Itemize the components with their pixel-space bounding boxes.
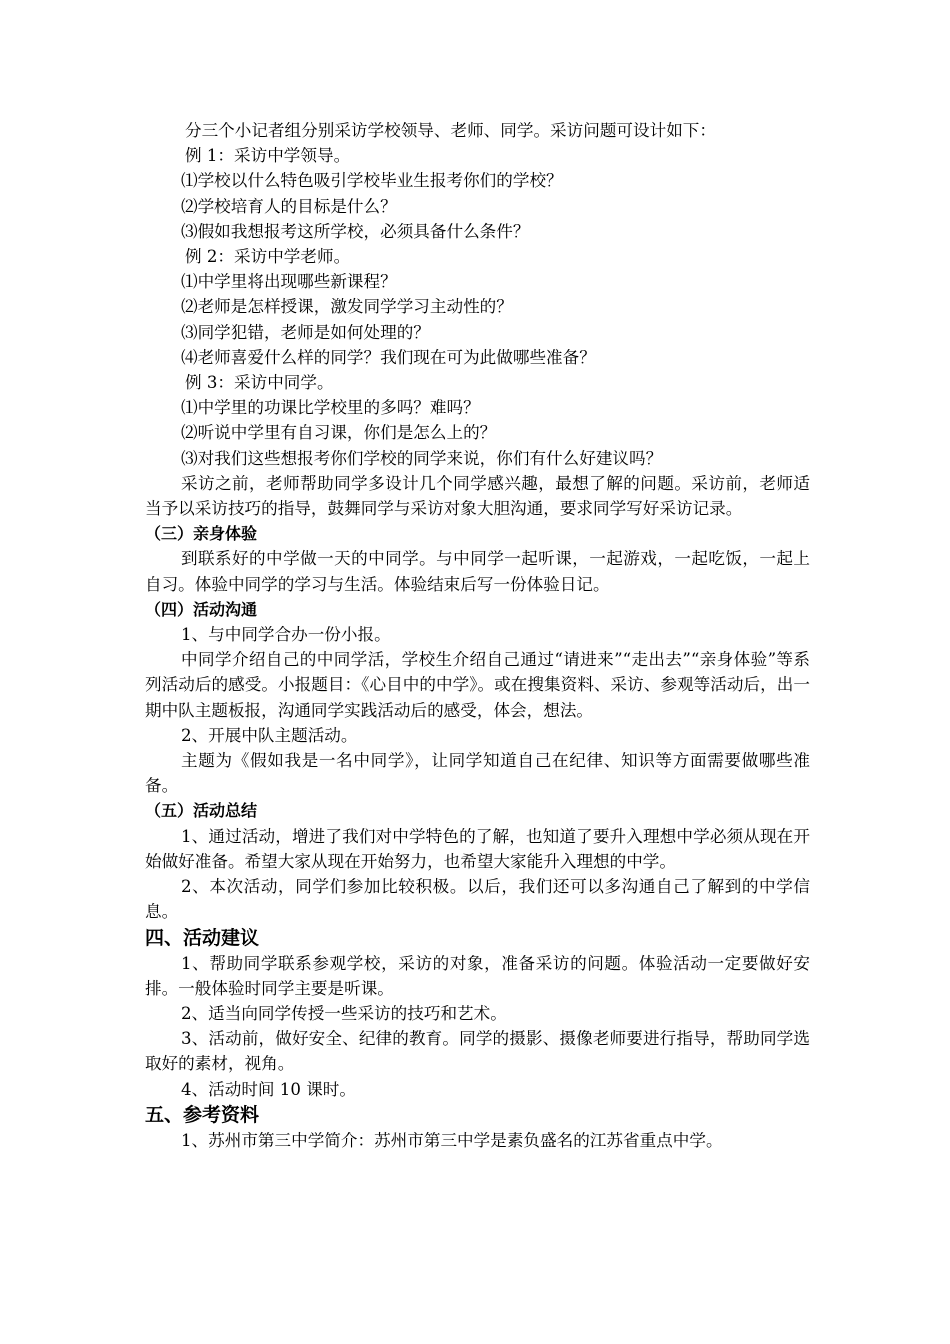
document-page bbox=[145, 118, 810, 1153]
interview-paragraph: 采访之前，老师帮助同学多设计几个同学感兴趣，最想了解的问题。采访前，老师适当予以采访技巧的指导，鼓舞同学与采访对象大胆沟通，要求同学写好采访记录。 bbox=[145, 473, 810, 519]
question-line: ⑷老师喜爱什么样的同学？我们现在可为此做哪些准备？ bbox=[181, 347, 596, 367]
paragraph: 2、开展中队主题活动。 bbox=[181, 725, 358, 745]
section-heading: 四、活动建议 bbox=[145, 926, 260, 949]
question-line: ⑶假如我想报考这所学校，必须具备什么条件？ bbox=[181, 221, 530, 241]
experience-paragraph: 到联系好的中学做一天的中同学。与中同学一起听课，一起游戏，一起吃饭，一起上自习。体验中同学的学习与生活。体验结束后写一份体验日记。 bbox=[145, 549, 810, 594]
question-line: ⑴中学里将出现哪些新课程？ bbox=[181, 272, 397, 292]
paragraph: 1、帮助同学联系参观学校，采访的对象，准备采访的问题。体验活动一定要做好安排。一般体验时同学主要是听课。 bbox=[145, 953, 810, 998]
question-line: ⑵听说中学里有自习课，你们是怎么上的？ bbox=[181, 423, 497, 443]
paragraph: 1、苏州市第三中学简介：苏州市第三中学是素负盛名的江苏省重点中学。 bbox=[181, 1130, 723, 1150]
subsection-heading: （四）活动沟通 bbox=[145, 599, 258, 619]
example-heading: 例 1：采访中学领导。 bbox=[185, 146, 351, 166]
intro-line: 分三个小记者组分别采访学校领导、老师、同学。采访问题可设计如下： bbox=[185, 121, 716, 140]
example-heading: 例 2：采访中学老师。 bbox=[185, 247, 351, 267]
paragraph: 1、与中同学合办一份小报。 bbox=[181, 625, 391, 645]
paragraph: 中同学介绍自己的中同学活，学校生介绍自己通过“请进来”“走出去”“亲身体验”等系列活动后的感受。小报题目：《心目中的中学》。或在搜集资料、采访、参观等活动后，出一期中队主题板报，沟通同学实践活动后的感受，体会，想法。 bbox=[145, 650, 810, 720]
example-heading: 例 3：采访中同学。 bbox=[185, 373, 334, 393]
subsection-heading: （三）亲身体验 bbox=[145, 524, 258, 544]
question-line: ⑵老师是怎样授课，激发同学学习主动性的？ bbox=[181, 297, 513, 317]
question-line: ⑴学校以什么特色吸引学校毕业生报考你们的学校？ bbox=[181, 171, 563, 191]
question-line: ⑶同学犯错，老师是如何处理的？ bbox=[181, 322, 430, 342]
paragraph: 2、适当向同学传授一些采访的技巧和艺术。 bbox=[181, 1003, 507, 1023]
question-line: ⑶对我们这些想报考你们学校的同学来说，你们有什么好建议吗？ bbox=[181, 448, 663, 468]
paragraph: 1、通过活动，增进了我们对中学特色的了解，也知道了要升入理想中学必须从现在开始做好准备。希望大家从现在开始努力，也希望大家能升入理想的中学。 bbox=[145, 826, 810, 871]
subsection-heading: （五）活动总结 bbox=[145, 801, 258, 821]
paragraph: 2、本次活动，同学们参加比较积极。以后，我们还可以多沟通自己了解到的中学信息。 bbox=[145, 877, 810, 922]
paragraph: 3、活动前，做好安全、纪律的教育。同学的摄影、摄像老师要进行指导，帮助同学选取好的素材，视角。 bbox=[145, 1029, 810, 1074]
question-line: ⑵学校培育人的目标是什么？ bbox=[181, 196, 397, 216]
section-heading: 五、参考资料 bbox=[145, 1103, 260, 1126]
question-line: ⑴中学里的功课比学校里的多吗？难吗？ bbox=[181, 398, 480, 418]
paragraph: 4、活动时间 10 课时。 bbox=[181, 1079, 356, 1099]
paragraph: 主题为《假如我是一名中同学》，让同学知道自己在纪律、知识等方面需要做哪些准备。 bbox=[145, 751, 810, 796]
